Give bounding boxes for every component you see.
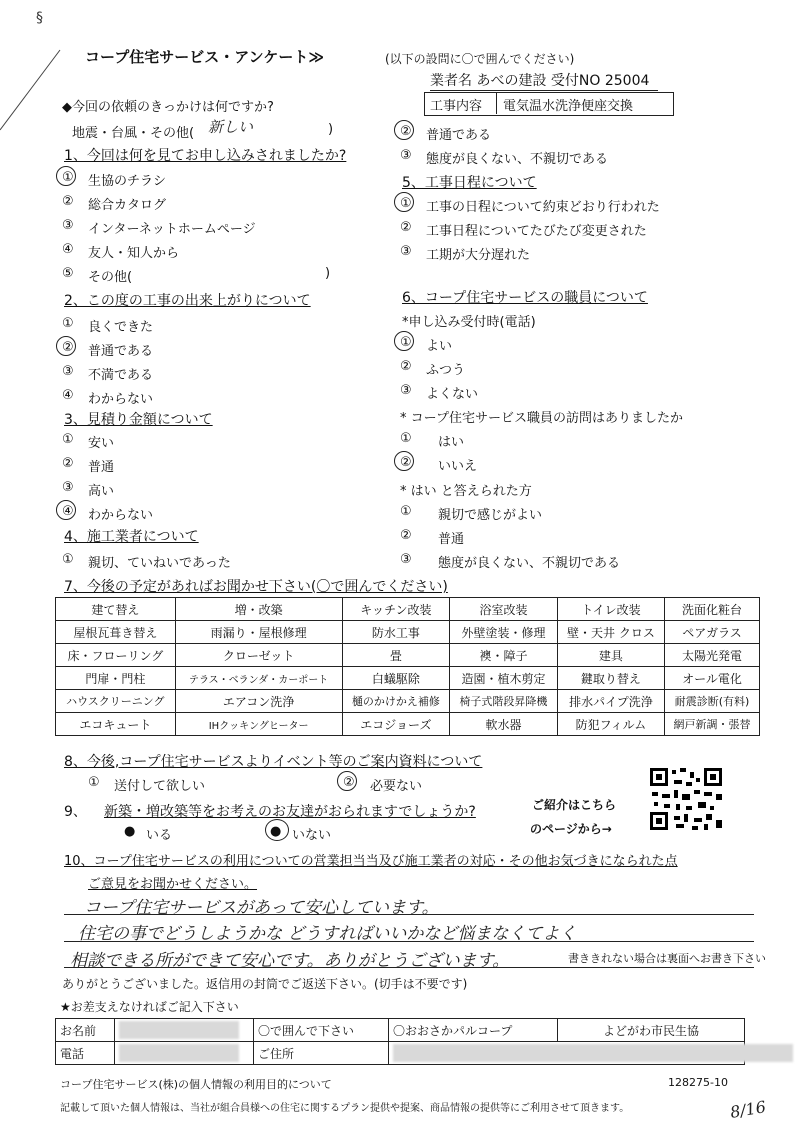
q6-sub1-item-1: よい: [426, 339, 453, 354]
q6-sub2-num-1: ①: [400, 431, 412, 446]
grid-cell: トイレ改装: [557, 598, 664, 621]
vendor-line: 業者名 あべの建設 受付NO 25004: [430, 70, 658, 91]
grid-cell: 網戸新調・張替: [665, 713, 760, 736]
name-field[interactable]: [115, 1019, 254, 1042]
q6-title: 6、コープ住宅サービスの職員について: [402, 290, 648, 306]
grid-cell: 防犯フィルム: [557, 713, 664, 736]
date-handwritten: 8/16: [728, 1097, 768, 1122]
circle-hint: 〇で囲んで下さい: [254, 1019, 389, 1042]
form-instruction: (以下の設問に〇で囲んでください): [385, 52, 575, 66]
answer-circle: [265, 819, 289, 841]
q3-num-3: ③: [62, 480, 74, 495]
answer-circle: [56, 336, 76, 356]
q6-sub2-item-1: はい: [438, 435, 465, 450]
q4-num-1: ①: [62, 552, 74, 567]
answer-circle: [394, 451, 414, 471]
grid-cell: IHクッキングヒーター: [175, 713, 342, 736]
q8-opt-2: 必要ない: [370, 779, 423, 794]
grid-cell: 洗面化粧台: [665, 598, 760, 621]
q2-item-1: 良くできた: [88, 320, 154, 335]
address-field[interactable]: [389, 1042, 745, 1065]
grid-cell: 樋のかけかえ補修: [342, 690, 450, 713]
q1-close: ): [325, 266, 331, 281]
work-divider: [496, 92, 497, 114]
work-value: 電気温水洗浄便座交換: [503, 99, 634, 114]
comment-hand-3: 相談できる所ができて安心です。ありがとうございます。: [70, 951, 510, 971]
grid-cell: 床・フローリング: [56, 644, 176, 667]
name-label: お名前: [56, 1019, 115, 1042]
grid-cell: ハウスクリーニング: [56, 690, 176, 713]
coop-option-1[interactable]: 〇おおさかパルコープ: [389, 1019, 558, 1042]
coop-option-2[interactable]: よどがわ市民生協: [558, 1019, 745, 1042]
q2-item-3: 不満である: [88, 368, 154, 383]
q6-sub1-num-1: ①: [400, 335, 412, 350]
q4-item-3: 態度が良くない、不親切である: [426, 152, 609, 167]
qr-code-icon[interactable]: [648, 766, 724, 832]
grid-cell: 建て替え: [56, 598, 176, 621]
work-label: 工事内容: [430, 99, 483, 114]
grid-cell: 白蟻駆除: [342, 667, 450, 690]
answer-circle: [394, 192, 414, 212]
grid-cell: ペアガラス: [665, 621, 760, 644]
q10-title-1: 10、コープ住宅サービスの利用についての営業担当当及び施工業者の対応・その他お気づきになられた点: [64, 854, 678, 869]
q5-item-1: 工事の日程について約束どおり行われた: [426, 200, 660, 215]
grid-cell: 襖・障子: [450, 644, 558, 667]
q2-num-3: ③: [62, 364, 74, 379]
grid-cell: エアコン洗浄: [175, 690, 342, 713]
q4-item-1: 親切、ていねいであった: [88, 556, 231, 571]
phone-field[interactable]: [115, 1042, 254, 1065]
grid-cell: 門扉・門柱: [56, 667, 176, 690]
q3-item-3: 高い: [88, 484, 115, 499]
q3-title: 3、見積り金額について: [64, 412, 213, 428]
grid-cell: エコキュート: [56, 713, 176, 736]
answer-circle: [56, 500, 76, 520]
grid-cell: 太陽光発電: [665, 644, 760, 667]
q6-sub2-num-2: ②: [400, 455, 412, 470]
address-label: ご住所: [254, 1042, 389, 1065]
promo-line-2: のページから→: [530, 822, 612, 836]
form-number: 128275-10: [668, 1076, 728, 1089]
grid-cell: 増・改築: [175, 598, 342, 621]
q6-sub3: * はい と答えられた方: [400, 484, 532, 499]
corner-marks: [0, 0, 120, 140]
q6-sub2: * コープ住宅サービス職員の訪問はありましたか: [400, 411, 683, 426]
redacted-phone: [119, 1044, 239, 1062]
grid-cell: 防水工事: [342, 621, 450, 644]
q9-bullet-1: ●: [124, 824, 136, 839]
phone-label: 電話: [56, 1042, 115, 1065]
q8-num-2: ②: [343, 775, 355, 790]
redacted-name: [119, 1021, 239, 1039]
answer-circle: [56, 166, 76, 186]
answer-circle: [394, 120, 414, 140]
q2-title: 2、この度の工事の出来上がりについて: [64, 293, 311, 309]
grid-cell: 排水パイプ洗浄: [557, 690, 664, 713]
svg-text:§: §: [36, 10, 43, 26]
grid-cell: 外壁塗装・修理: [450, 621, 558, 644]
q6-sub3-num-3: ③: [400, 552, 412, 567]
q4-title: 4、施工業者について: [64, 529, 199, 545]
q1-num-1: ①: [62, 170, 74, 185]
q8-opt-1: 送付して欲しい: [114, 779, 206, 794]
thanks-text: ありがとうございました。返信用の封筒でご返送下さい。(切手は不要です): [62, 977, 468, 991]
q6-sub1-num-3: ③: [400, 383, 412, 398]
grid-cell: エコジョーズ: [342, 713, 450, 736]
q8-title: 8、今後,コープ住宅サービスよりイベント等のご案内資料について: [64, 754, 483, 770]
q0-label: ◆今回の依頼のきっかけは何ですか?: [62, 100, 274, 115]
q9-num: 9、: [64, 804, 87, 820]
q6-sub3-item-3: 態度が良くない、不親切である: [438, 556, 621, 571]
q1-item-5: その他(: [88, 270, 133, 285]
q1-num-2: ②: [62, 194, 74, 209]
q9-title: 新築・増改築等をお考えのお友達がおられますでしょうか?: [104, 804, 476, 820]
redacted-address: [393, 1044, 793, 1062]
q5-num-2: ②: [400, 220, 412, 235]
q0-close: ): [328, 122, 334, 137]
grid-cell: オール電化: [665, 667, 760, 690]
q3-item-4: わからない: [88, 508, 154, 523]
q6-sub3-num-2: ②: [400, 528, 412, 543]
grid-cell: クローゼット: [175, 644, 342, 667]
grid-cell: 鍵取り替え: [557, 667, 664, 690]
q2-num-2: ②: [62, 340, 74, 355]
q1-num-5: ⑤: [62, 266, 74, 281]
q6-sub3-item-1: 親切で感じがよい: [438, 508, 543, 523]
q1-item-4: 友人・知人から: [88, 246, 180, 261]
q4-item-2: 普通である: [426, 128, 492, 143]
form-title: コープ住宅サービス・アンケート≫: [85, 48, 325, 66]
q5-num-1: ①: [400, 196, 412, 211]
privacy-text: 記載して頂いた個人情報は、当社が組合員様への住宅に関するプラン提供や提案、商品情報の提供等にご利用させて頂きます。: [60, 1103, 630, 1114]
q6-sub3-item-2: 普通: [438, 532, 465, 547]
q7-title: 7、今後の予定があればお聞かせ下さい(〇で囲んでください): [64, 579, 448, 595]
q6-sub1-item-2: ふつう: [426, 363, 466, 378]
grid-cell: 軟水器: [450, 713, 558, 736]
q0-handwritten: 新しい: [208, 118, 254, 136]
promo-line-1: ご紹介はこちら: [532, 798, 617, 812]
q9-opt-1: いる: [146, 828, 173, 843]
grid-cell: 屋根瓦葺き替え: [56, 621, 176, 644]
answer-circle: [337, 771, 357, 791]
q2-item-4: わからない: [88, 392, 154, 407]
q6-sub1-item-3: よくない: [426, 387, 479, 402]
q4-num-3: ③: [400, 148, 412, 163]
grid-cell: テラス・ベランダ・カーポート: [175, 667, 342, 690]
q3-item-2: 普通: [88, 460, 115, 475]
grid-cell: 建具: [557, 644, 664, 667]
answer-circle: [394, 331, 414, 351]
contact-label: ★お差支えなければご記入下さい: [60, 1000, 239, 1014]
q10-title-2: ご意見をお聞かせください。: [88, 877, 258, 892]
q2-item-2: 普通である: [88, 344, 154, 359]
q5-num-3: ③: [400, 244, 412, 259]
q1-title: 1、今回は何を見てお申し込みされましたか?: [64, 148, 347, 164]
q6-sub2-item-2: いいえ: [438, 459, 478, 474]
grid-cell: 耐震診断(有料): [665, 690, 760, 713]
q1-num-4: ④: [62, 242, 74, 257]
grid-cell: 造園・植木剪定: [450, 667, 558, 690]
q8-num-1: ①: [88, 775, 100, 790]
q3-num-1: ①: [62, 432, 74, 447]
grid-cell: 雨漏り・屋根修理: [175, 621, 342, 644]
q1-item-1: 生協のチラシ: [88, 174, 167, 189]
q5-item-3: 工期が大分遅れた: [426, 248, 531, 263]
q5-item-2: 工事日程についてたびたび変更された: [426, 224, 647, 239]
comment-hand-2: 住宅の事でどうしようかな どうすればいいかなど悩まなくてよく: [78, 924, 577, 944]
privacy-title: コープ住宅サービス(株)の個人情報の利用目的について: [60, 1078, 332, 1091]
q1-num-3: ③: [62, 218, 74, 233]
overflow-note: 書ききれない場合は裏面へお書き下さい: [568, 952, 766, 965]
grid-cell: 壁・天井 クロス: [557, 621, 664, 644]
q4-num-2: ②: [400, 124, 412, 139]
renovation-grid: [55, 597, 760, 736]
q2-num-4: ④: [62, 388, 74, 403]
q3-num-2: ②: [62, 456, 74, 471]
q2-num-1: ①: [62, 316, 74, 331]
contact-table: [55, 1018, 745, 1065]
q1-item-3: インターネットホームページ: [88, 222, 256, 237]
q0-options: 地震・台風・その他(: [72, 126, 195, 141]
q6-sub3-num-1: ①: [400, 504, 412, 519]
grid-cell: 畳: [342, 644, 450, 667]
q3-num-4: ④: [62, 504, 74, 519]
q5-title: 5、工事日程について: [402, 175, 537, 191]
grid-cell: キッチン改装: [342, 598, 450, 621]
grid-cell: 浴室改装: [450, 598, 558, 621]
q6-sub1-num-2: ②: [400, 359, 412, 374]
q1-item-2: 総合カタログ: [88, 198, 167, 213]
q3-item-1: 安い: [88, 436, 115, 451]
comment-hand-1: コープ住宅サービスがあって安心しています。: [84, 898, 439, 918]
q9-opt-2: いない: [292, 828, 332, 843]
q9-bullet-2: ●: [270, 824, 282, 839]
q6-sub1: *申し込み受付時(電話): [402, 315, 536, 330]
grid-cell: 椅子式階段昇降機: [450, 690, 558, 713]
